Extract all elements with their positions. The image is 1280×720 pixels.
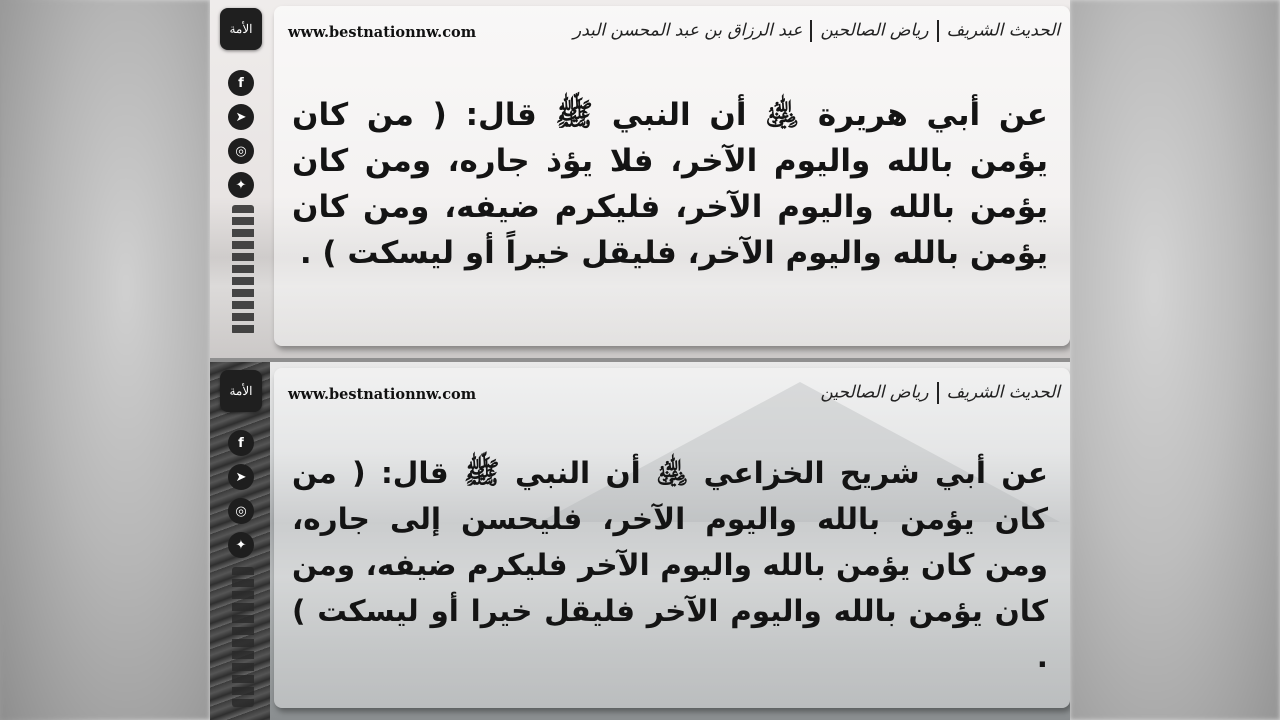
- breadcrumb: [573, 20, 1060, 42]
- facebook-icon[interactable]: f: [228, 430, 254, 456]
- breadcrumb-item: الحديث الشريف: [946, 382, 1060, 403]
- brand-sidebar: [210, 362, 270, 720]
- facebook-icon[interactable]: f: [228, 70, 254, 96]
- breadcrumb-item: رياض الصالحين: [820, 382, 929, 403]
- brand-sidebar: [210, 0, 270, 358]
- website-link[interactable]: www.bestnationnw.com: [288, 24, 477, 41]
- twitter-icon[interactable]: ✦: [228, 172, 254, 198]
- card-header: [288, 382, 1060, 412]
- background-blur-left: [0, 0, 210, 720]
- hadith-card: [274, 6, 1070, 346]
- breadcrumb-item: عبد الرزاق بن عبد المحسن البدر: [572, 20, 803, 41]
- vertical-brand-calligraphy: [232, 205, 254, 335]
- divider: [937, 382, 939, 404]
- telegram-icon[interactable]: ➤: [228, 104, 254, 130]
- hadith-card: [274, 368, 1070, 708]
- hadith-panel-2: [210, 362, 1070, 720]
- logo: الأمة: [220, 370, 262, 412]
- divider: [937, 20, 939, 42]
- breadcrumb-item: الحديث الشريف: [946, 20, 1060, 41]
- instagram-icon[interactable]: ◎: [228, 138, 254, 164]
- hadith-panel-1: [210, 0, 1070, 358]
- telegram-icon[interactable]: ➤: [228, 464, 254, 490]
- hadith-text: عن أبي شريح الخزاعي ﵁ أن النبي ﷺ قال: ( من كان يؤمن بالله واليوم الآخر، فليحسن إلى جاره، ومن كان يؤمن بالله واليوم الآخر فليكرم ضيفه، ومن كان يؤمن بالله واليوم الآخر فليقل خيرا أو ليسكت ) .: [292, 456, 1048, 674]
- instagram-icon[interactable]: ◎: [228, 498, 254, 524]
- hadith-text: عن أبي هريرة ﵁ أن النبي ﷺ قال: ( من كان يؤمن بالله واليوم الآخر، فلا يؤذ جاره، ومن كان يؤمن بالله واليوم الآخر، فليكرم ضيفه، ومن كان يؤمن بالله واليوم الآخر، فليقل خيراً أو ليسكت ) .: [292, 97, 1048, 271]
- breadcrumb-item: رياض الصالحين: [820, 20, 929, 41]
- logo: الأمة: [220, 8, 262, 50]
- vertical-brand-calligraphy: [232, 567, 254, 707]
- website-link[interactable]: www.bestnationnw.com: [288, 386, 477, 403]
- video-frame: [210, 0, 1070, 720]
- twitter-icon[interactable]: ✦: [228, 532, 254, 558]
- divider: [810, 20, 812, 42]
- card-header: [288, 20, 1060, 50]
- breadcrumb: [820, 382, 1060, 404]
- background-blur-right: [1070, 0, 1280, 720]
